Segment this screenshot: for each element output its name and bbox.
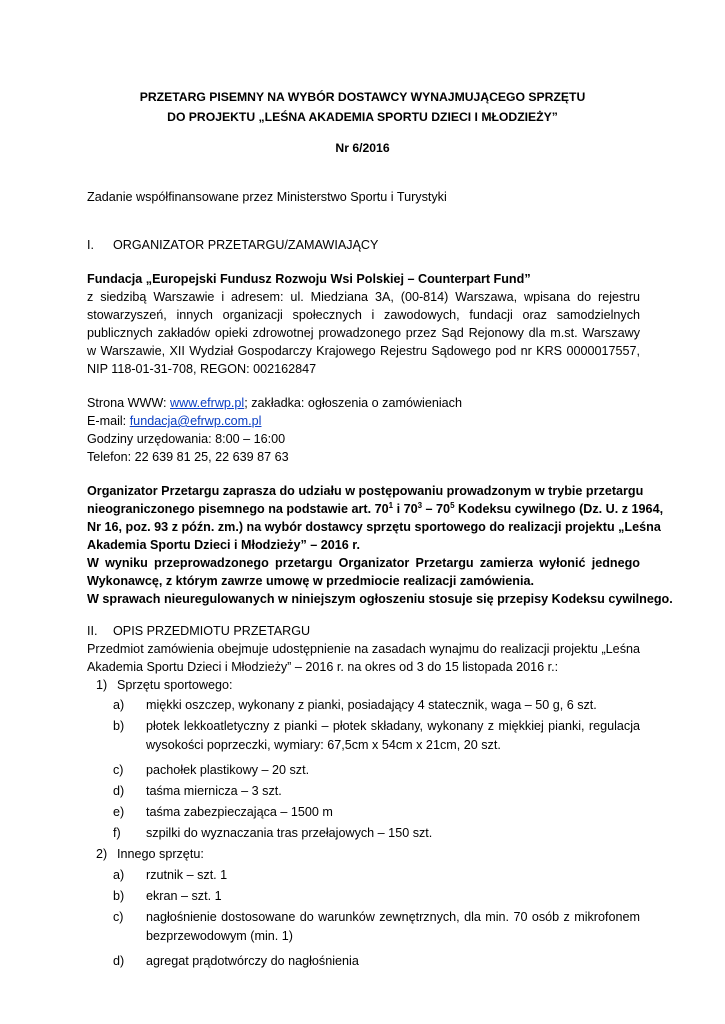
invitation-line: W sprawach nieuregulowanych w niniejszym ogłoszeniu stosuje się przepisy Kodeksu cywilnego. [87, 592, 673, 606]
email-link[interactable]: fundacja@efrwp.com.pl [129, 414, 262, 428]
organizer-name: Fundacja „Europejski Fundusz Rozwoju Wsi Polskiej – Counterpart Fund” [87, 272, 531, 286]
list-item: taśma zabezpieczająca – 1500 m [146, 805, 333, 819]
tender-number: Nr 6/2016 [335, 141, 390, 155]
list-letter: b) [113, 889, 125, 903]
list-letter: a) [113, 868, 125, 882]
list-letter: c) [113, 763, 124, 777]
list-group-label: Innego sprzętu: [117, 847, 204, 861]
organizer-registry-ids: NIP 118-01-31-708, REGON: 002162847 [87, 362, 317, 376]
invitation-line: Akademia Sportu Dzieci i Młodzieży” – 2016 r. [87, 538, 360, 552]
list-item: miękki oszczep, wykonany z pianki, posiadający 4 statecznik, waga – 50 g, 6 szt. [146, 698, 597, 712]
list-item: rzutnik – szt. 1 [146, 868, 228, 882]
document-title-line-1: PRZETARG PISEMNY NA WYBÓR DOSTAWCY WYNAJMUJĄCEGO SPRZĘTU [139, 90, 586, 104]
list-item: pachołek plastikowy – 20 szt. [146, 763, 310, 777]
list-letter: a) [113, 698, 125, 712]
office-hours: Godziny urzędowania: 8:00 – 16:00 [87, 432, 286, 446]
website-link[interactable]: www.efrwp.pl [170, 396, 245, 410]
organizer-address-line: publicznych zakładów opieki zdrowotnej prowadzonego przez Sąd Rejonowy dla m.st. Warszawy [87, 326, 640, 340]
section-2-intro-line: Przedmiot zamówienia obejmuje udostępnienie na zasadach wynajmu do realizacji projektu „Leśna [87, 642, 640, 656]
list-item: płotek lekkoatletyczny z pianki – płotek składany, wykonany z miękkiej pianki, regulacja [146, 719, 640, 733]
list-item: nagłośnienie dostosowane do warunków zewnętrznych, dla min. 70 osób z mikrofonem [146, 910, 640, 924]
list-group-label: Sprzętu sportowego: [117, 678, 233, 692]
website-label: Strona WWW: [87, 396, 171, 410]
list-letter: e) [113, 805, 125, 819]
organizer-address-line: z siedzibą Warszawie i adresem: ul. Miedziana 3A, (00-814) Warszawa, wpisana do rejestru [87, 290, 640, 304]
invitation-line: Wykonawcę, z którym zawrze umowę w przedmiocie realizacji zamówienia. [87, 574, 534, 588]
email-line [87, 414, 261, 428]
list-letter: c) [113, 910, 124, 924]
organizer-address-line: stowarzyszeń, innych organizacji społecznych i zawodowych, fundacji oraz samodzielnych [87, 308, 640, 322]
website-tab-note: ; zakładka: ogłoszenia o zamówieniach [244, 396, 462, 410]
email-label: E-mail: [87, 414, 130, 428]
invitation-line: Organizator Przetargu zaprasza do udziału w postępowaniu prowadzonym w trybie przetargu [87, 484, 644, 498]
section-1-heading: ORGANIZATOR PRZETARGU/ZAMAWIAJĄCY [113, 238, 379, 252]
section-1-numeral: I. [87, 238, 94, 252]
document-title-line-2: DO PROJEKTU „LEŚNA AKADEMIA SPORTU DZIECI I MŁODZIEŻY” [167, 110, 558, 124]
list-item: ekran – szt. 1 [146, 889, 222, 903]
section-2-heading: OPIS PRZEDMIOTU PRZETARGU [113, 624, 311, 638]
list-item: agregat prądotwórczy do nagłośnienia [146, 954, 359, 968]
section-2-intro-line: Akademia Sportu Dzieci i Młodzieży” – 2016 r. na okres od 3 do 15 listopada 2016 r.: [87, 660, 559, 674]
phone-numbers: Telefon: 22 639 81 25, 22 639 87 63 [87, 450, 289, 464]
list-letter: b) [113, 719, 125, 733]
invitation-line-legal-basis: nieograniczonego pisemnego na podstawie art. $70^1$ i $70^3 - 70^5$ Kodeksu cywilnego (Dz. U. z 1964, [87, 500, 664, 516]
invitation-line: W wyniku przeprowadzonego przetargu Organizator Przetargu zamierza wyłonić jednego [87, 556, 640, 570]
invitation-line: Nr 16, poz. 93 z późn. zm.) na wybór dostawcy sprzętu sportowego do realizacji projektu „Leśna [87, 520, 661, 534]
organizer-address-line: w Warszawie, XII Wydział Gospodarczy Krajowego Rejestru Sądowego pod nr KRS 0000017557, [87, 344, 640, 358]
cofinance-note: Zadanie współfinansowane przez Ministerstwo Sportu i Turystyki [87, 190, 447, 204]
section-2-numeral: II. [87, 624, 98, 638]
list-letter: d) [113, 954, 125, 968]
list-letter: f) [113, 826, 121, 840]
list-item: szpilki do wyznaczania tras przełajowych – 150 szt. [146, 826, 433, 840]
list-letter: d) [113, 784, 125, 798]
list-item-continuation: bezprzewodowym (min. 1) [146, 929, 293, 943]
list-item: taśma miernicza – 3 szt. [146, 784, 282, 798]
list-number: 2) [96, 847, 108, 861]
website-line [87, 396, 462, 410]
list-number: 1) [96, 678, 108, 692]
list-item-continuation: wysokości poprzeczki, wymiary: 67,5cm x 54cm x 21cm, 20 szt. [146, 738, 501, 752]
